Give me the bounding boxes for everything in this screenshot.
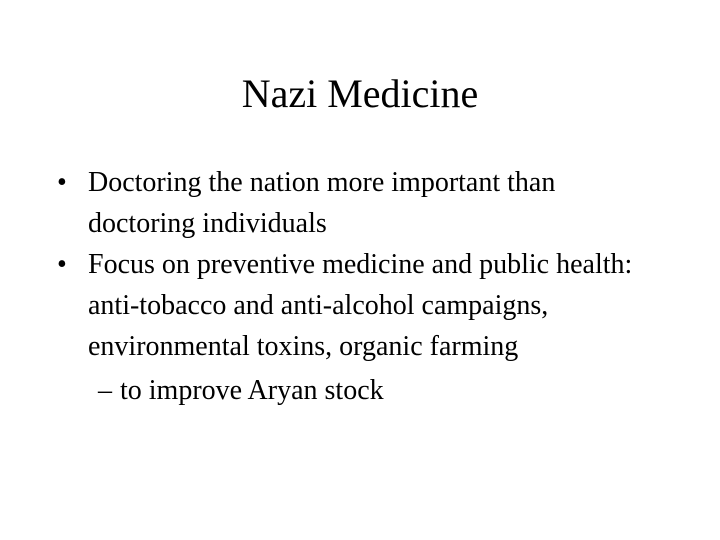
- bullet-item-preventive-medicine: [0, 244, 648, 367]
- sub-bullet-item: [0, 370, 680, 411]
- slide-body: [0, 162, 720, 411]
- bullet-marker: •: [57, 167, 67, 198]
- sub-bullet-text: to improve Aryan stock: [120, 375, 384, 406]
- bullet-marker: •: [57, 249, 67, 280]
- bullet-item-nation: [0, 162, 648, 244]
- bullet-text: Focus on preventive medicine and public health: anti-tobacco and anti-alcohol campaigns, environmental toxins, organic farming: [88, 249, 633, 362]
- slide-title: Nazi Medicine: [241, 71, 479, 116]
- bullet-text: Doctoring the nation more important than doctoring individuals: [88, 167, 556, 239]
- sub-bullet-marker: –: [98, 375, 112, 406]
